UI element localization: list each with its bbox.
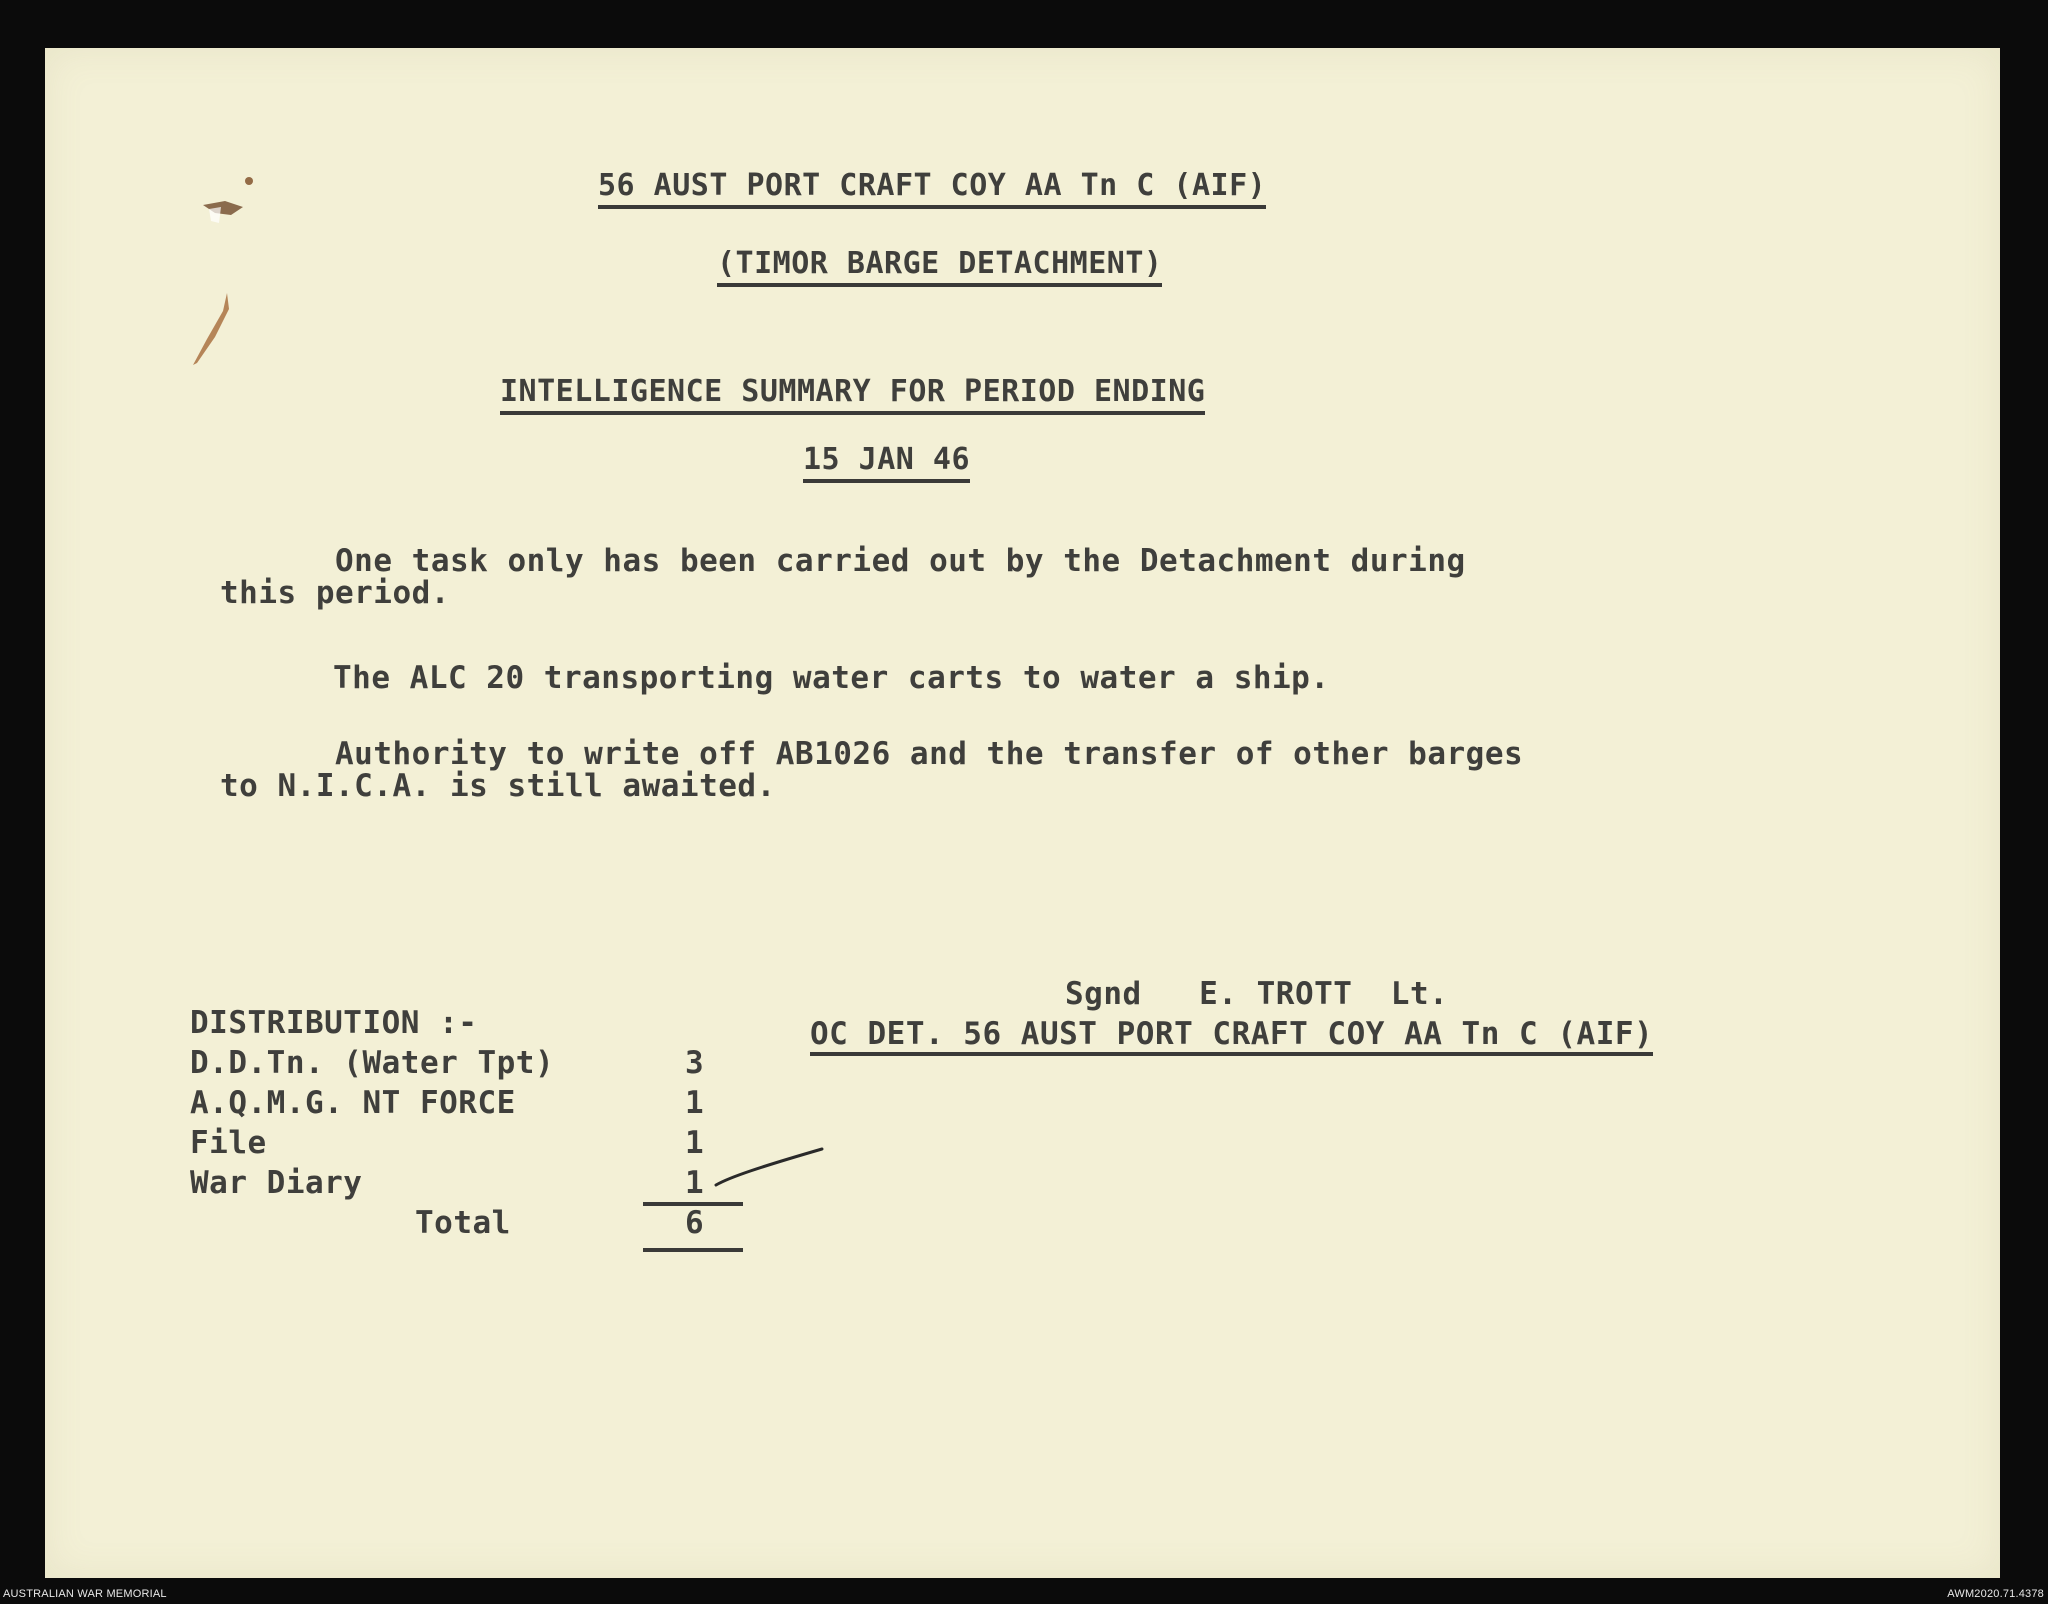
distribution-row-label: War Diary xyxy=(190,1165,363,1201)
distribution-row-count: 1 xyxy=(685,1125,705,1161)
distribution-heading: DISTRIBUTION :- xyxy=(190,1005,478,1041)
period-date: 15 JAN 46 xyxy=(803,442,970,483)
paragraph-3-line-1: Authority to write off AB1026 and the transfer of other barges xyxy=(335,736,1524,772)
paragraph-1-line-2: this period. xyxy=(220,575,450,611)
detachment-heading: (TIMOR BARGE DETACHMENT) xyxy=(717,246,1162,287)
archive-reference-number: AWM2020.71.4378 xyxy=(1947,1588,2044,1600)
distribution-row-label: File xyxy=(190,1125,267,1161)
paragraph-2: The ALC 20 transporting water carts to water a ship. xyxy=(333,660,1330,696)
distribution-total-count: 6 xyxy=(685,1205,705,1241)
summary-title: INTELLIGENCE SUMMARY FOR PERIOD ENDING xyxy=(500,374,1205,415)
paragraph-1-line-1: One task only has been carried out by the Detachment during xyxy=(335,543,1466,579)
distribution-row-label: A.Q.M.G. NT FORCE xyxy=(190,1085,516,1121)
signature-line: Sgnd E. TROTT Lt. xyxy=(1065,976,1449,1012)
total-rule-bottom xyxy=(643,1248,743,1252)
distribution-row-label: D.D.Tn. (Water Tpt) xyxy=(190,1045,555,1081)
pen-tick-mark xyxy=(710,1143,830,1203)
distribution-row-count: 1 xyxy=(685,1085,705,1121)
document-page xyxy=(45,48,2000,1578)
paragraph-3-line-2: to N.I.C.A. is still awaited. xyxy=(220,768,776,804)
distribution-row-count: 1 xyxy=(685,1165,705,1201)
distribution-row-count: 3 xyxy=(685,1045,705,1081)
archive-credit: AUSTRALIAN WAR MEMORIAL xyxy=(3,1588,167,1600)
signature-position: OC DET. 56 AUST PORT CRAFT COY AA Tn C (AIF) xyxy=(810,1018,1653,1056)
unit-heading: 56 AUST PORT CRAFT COY AA Tn C (AIF) xyxy=(598,168,1266,209)
distribution-total-label: Total xyxy=(415,1205,511,1241)
paper-damage-mark xyxy=(185,143,295,373)
